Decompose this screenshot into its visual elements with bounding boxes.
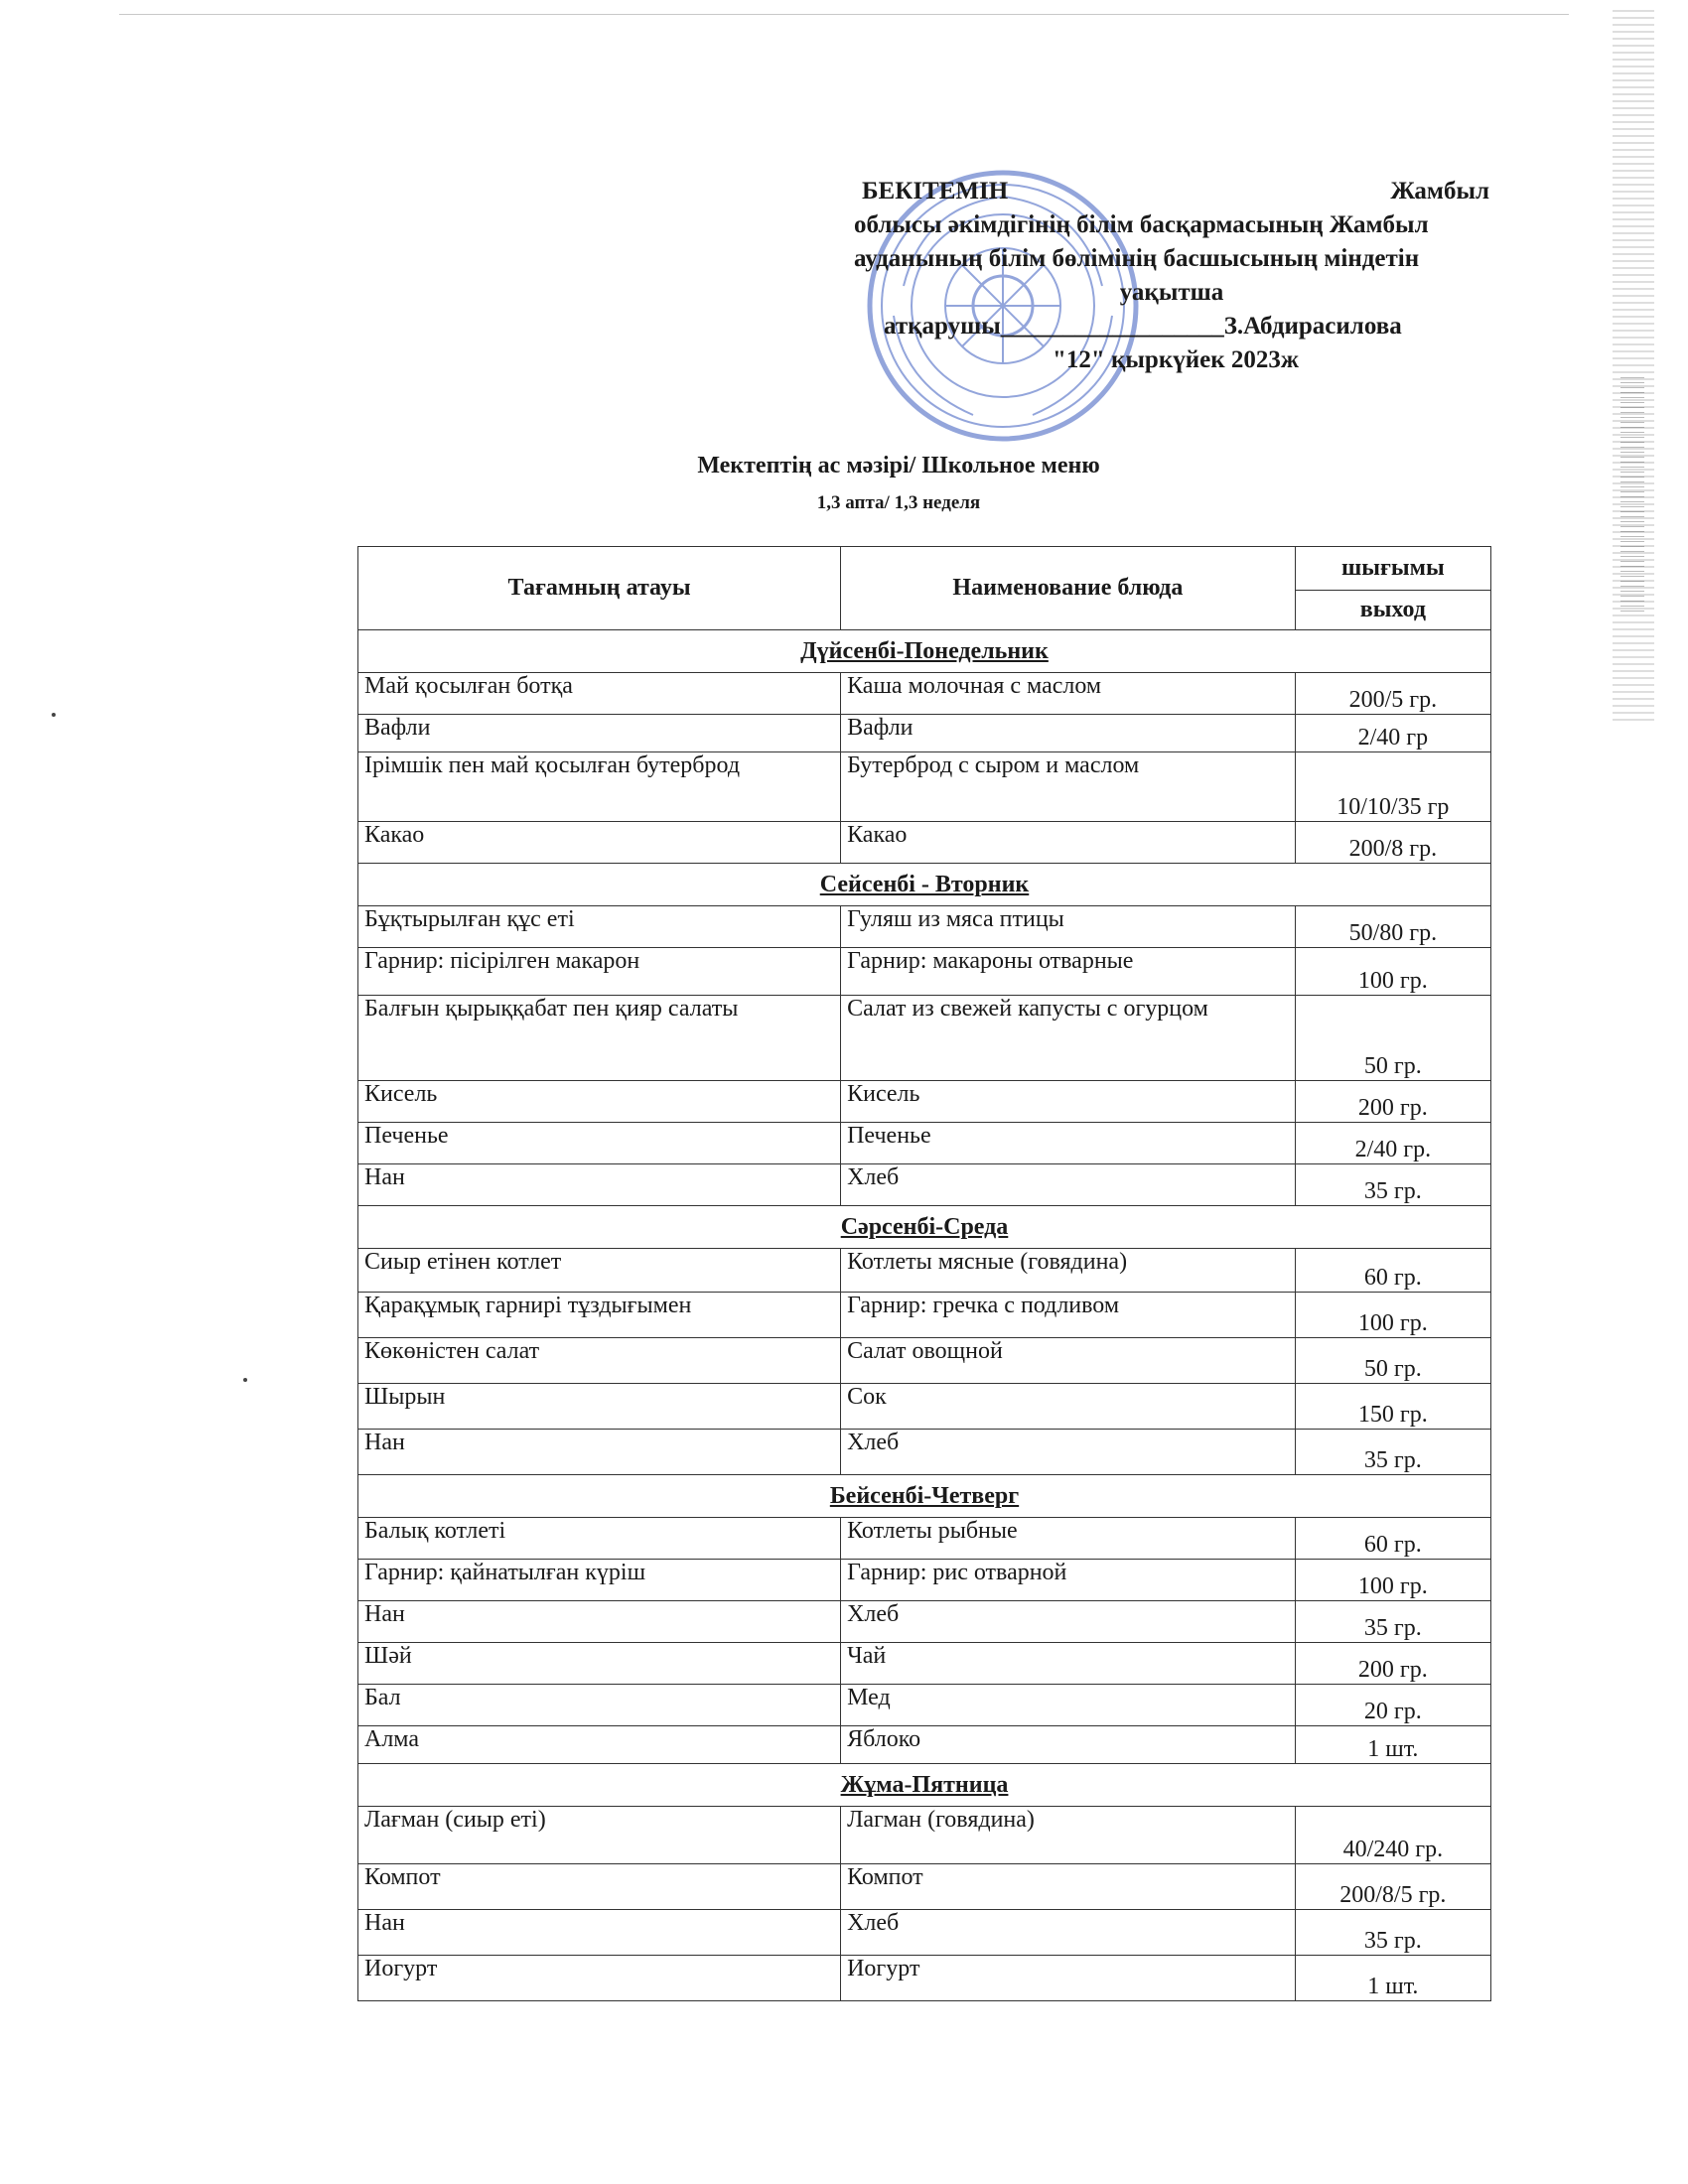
- dish-output: 200/8 гр.: [1295, 822, 1490, 864]
- table-row: [358, 906, 1491, 948]
- dish-name-ru: Хлеб: [841, 1430, 1296, 1475]
- dish-output: 50 гр.: [1295, 1338, 1490, 1384]
- approval-date: "12" қыркүйек 2023ж: [1053, 346, 1300, 373]
- dish-name-kk: Алма: [358, 1726, 841, 1764]
- header-output-ru: выход: [1295, 591, 1490, 630]
- dish-name-ru: Гарнир: макароны отварные: [841, 948, 1296, 996]
- dish-output: 1 шт.: [1295, 1956, 1490, 2001]
- table-row: [358, 1726, 1491, 1764]
- dish-name-kk: Ірімшік пен май қосылған бутерброд: [358, 752, 841, 822]
- day-row: [358, 1764, 1491, 1807]
- dish-output: 100 гр.: [1295, 1560, 1490, 1601]
- dish-output: 2/40 гр.: [1295, 1123, 1490, 1164]
- dish-name-kk: Компот: [358, 1864, 841, 1910]
- dish-name-ru: Салат из свежей капусты с огурцом: [841, 996, 1296, 1081]
- dish-name-kk: Лағман (сиыр еті): [358, 1807, 841, 1864]
- dish-name-ru: Хлеб: [841, 1164, 1296, 1206]
- dish-name-ru: Гарнир: рис отварной: [841, 1560, 1296, 1601]
- dish-name-ru: Вафли: [841, 715, 1296, 752]
- dish-name-kk: Балғын қырыққабат пен қияр салаты: [358, 996, 841, 1081]
- table-row: [358, 1685, 1491, 1726]
- dish-name-ru: Яблоко: [841, 1726, 1296, 1764]
- day-heading: Сәрсенбі-Среда: [358, 1206, 1491, 1249]
- dish-output: 200/8/5 гр.: [1295, 1864, 1490, 1910]
- table-row: [358, 1807, 1491, 1864]
- table-row: [358, 1123, 1491, 1164]
- table-row: [358, 1956, 1491, 2001]
- table-row: [358, 996, 1491, 1081]
- table-header-row: [358, 547, 1491, 591]
- approval-line: уақытша: [1119, 279, 1224, 306]
- approval-line: ауданының білім бөлімінің басшысының міндетін: [854, 245, 1420, 272]
- dish-name-ru: Кисель: [841, 1081, 1296, 1123]
- dish-name-kk: Май қосылған ботқа: [358, 673, 841, 715]
- header-dish-name-kk: Тағамның атауы: [358, 547, 841, 630]
- dish-output: 35 гр.: [1295, 1164, 1490, 1206]
- dish-name-kk: Нан: [358, 1601, 841, 1643]
- dish-name-kk: Иогурт: [358, 1956, 841, 2001]
- dish-name-ru: Иогурт: [841, 1956, 1296, 2001]
- table-row: [358, 752, 1491, 822]
- dish-output: 200 гр.: [1295, 1081, 1490, 1123]
- scan-edge-artifact: [1613, 10, 1654, 725]
- dish-output: 100 гр.: [1295, 948, 1490, 996]
- table-row: [358, 948, 1491, 996]
- dish-name-ru: Котлеты мясные (говядина): [841, 1249, 1296, 1293]
- day-row: [358, 1475, 1491, 1518]
- dish-output: 35 гр.: [1295, 1601, 1490, 1643]
- table-row: [358, 1293, 1491, 1338]
- dish-output: 100 гр.: [1295, 1293, 1490, 1338]
- day-heading: Дүйсенбі-Понедельник: [358, 630, 1491, 673]
- table-row: [358, 1249, 1491, 1293]
- dish-name-kk: Какао: [358, 822, 841, 864]
- dish-output: 35 гр.: [1295, 1430, 1490, 1475]
- day-row: [358, 864, 1491, 906]
- dish-name-kk: Бұқтырылған құс еті: [358, 906, 841, 948]
- dish-output: 1 шт.: [1295, 1726, 1490, 1764]
- dish-output: 60 гр.: [1295, 1249, 1490, 1293]
- dish-name-kk: Балық котлеті: [358, 1518, 841, 1560]
- dish-name-kk: Көкөністен салат: [358, 1338, 841, 1384]
- dish-name-ru: Мед: [841, 1685, 1296, 1726]
- dish-output: 50 гр.: [1295, 996, 1490, 1081]
- dish-output: 60 гр.: [1295, 1518, 1490, 1560]
- dish-name-kk: Шәй: [358, 1643, 841, 1685]
- dish-output: 35 гр.: [1295, 1910, 1490, 1956]
- dish-name-kk: Шырын: [358, 1384, 841, 1430]
- table-row: [358, 1384, 1491, 1430]
- dish-name-ru: Какао: [841, 822, 1296, 864]
- approval-line: облысы әкімдігінің білім басқармасының Жамбыл: [854, 211, 1429, 238]
- dish-output: 10/10/35 гр: [1295, 752, 1490, 822]
- dish-name-ru: Каша молочная с маслом: [841, 673, 1296, 715]
- table-row: [358, 715, 1491, 752]
- dish-name-ru: Бутерброд с сыром и маслом: [841, 752, 1296, 822]
- dish-output: 200 гр.: [1295, 1643, 1490, 1685]
- dish-name-kk: Гарнир: пісірілген макарон: [358, 948, 841, 996]
- approval-region: Жамбыл: [1390, 178, 1489, 205]
- scan-top-line: [119, 14, 1569, 15]
- day-row: [358, 630, 1491, 673]
- table-row: [358, 1081, 1491, 1123]
- scan-speck: [243, 1378, 247, 1382]
- dish-name-kk: Кисель: [358, 1081, 841, 1123]
- approval-heading: БЕКІТЕМІН: [862, 178, 1009, 205]
- dish-name-kk: Сиыр етінен котлет: [358, 1249, 841, 1293]
- table-row: [358, 822, 1491, 864]
- table-row: [358, 1910, 1491, 1956]
- document-subtitle: 1,3 апта/ 1,3 неделя: [816, 492, 981, 513]
- dish-name-ru: Хлеб: [841, 1910, 1296, 1956]
- dish-name-ru: Гарнир: гречка с подливом: [841, 1293, 1296, 1338]
- header-dish-name-ru: Наименование блюда: [841, 547, 1296, 630]
- dish-output: 40/240 гр.: [1295, 1807, 1490, 1864]
- dish-name-kk: Нан: [358, 1430, 841, 1475]
- table-row: [358, 1643, 1491, 1685]
- dish-name-ru: Гуляш из мяса птицы: [841, 906, 1296, 948]
- table-row: [358, 1338, 1491, 1384]
- document-title: Мектептің ас мәзірі/ Школьное меню: [697, 453, 1100, 478]
- header-output-kk: шығымы: [1295, 547, 1490, 591]
- dish-output: 200/5 гр.: [1295, 673, 1490, 715]
- day-heading: Жұма-Пятница: [358, 1764, 1491, 1807]
- day-row: [358, 1206, 1491, 1249]
- dish-output: 150 гр.: [1295, 1384, 1490, 1430]
- dish-output: 50/80 гр.: [1295, 906, 1490, 948]
- dish-name-ru: Котлеты рыбные: [841, 1518, 1296, 1560]
- day-heading: Бейсенбі-Четверг: [358, 1475, 1491, 1518]
- table-row: [358, 1560, 1491, 1601]
- dish-name-kk: Гарнир: қайнатылған күріш: [358, 1560, 841, 1601]
- approval-block: [854, 175, 1489, 377]
- table-row: [358, 673, 1491, 715]
- dish-name-ru: Чай: [841, 1643, 1296, 1685]
- dish-output: 20 гр.: [1295, 1685, 1490, 1726]
- dish-name-ru: Печенье: [841, 1123, 1296, 1164]
- table-row: [358, 1430, 1491, 1475]
- dish-name-kk: Печенье: [358, 1123, 841, 1164]
- dish-name-kk: Бал: [358, 1685, 841, 1726]
- table-row: [358, 1601, 1491, 1643]
- dish-name-kk: Нан: [358, 1164, 841, 1206]
- dish-name-ru: Компот: [841, 1864, 1296, 1910]
- table-row: [358, 1164, 1491, 1206]
- dish-name-kk: Қарақұмық гарнирі тұздығымен: [358, 1293, 841, 1338]
- dish-name-ru: Сок: [841, 1384, 1296, 1430]
- dish-name-ru: Салат овощной: [841, 1338, 1296, 1384]
- approval-signature-line: атқарушы__________________З.Абдирасилова: [884, 313, 1402, 340]
- table-row: [358, 1864, 1491, 1910]
- day-heading: Сейсенбі - Вторник: [358, 864, 1491, 906]
- table-row: [358, 1518, 1491, 1560]
- dish-name-ru: Лагман (говядина): [841, 1807, 1296, 1864]
- dish-name-kk: Нан: [358, 1910, 841, 1956]
- dish-name-ru: Хлеб: [841, 1601, 1296, 1643]
- menu-table: [357, 546, 1491, 2001]
- scan-speck: [52, 713, 56, 717]
- dish-output: 2/40 гр: [1295, 715, 1490, 752]
- dish-name-kk: Вафли: [358, 715, 841, 752]
